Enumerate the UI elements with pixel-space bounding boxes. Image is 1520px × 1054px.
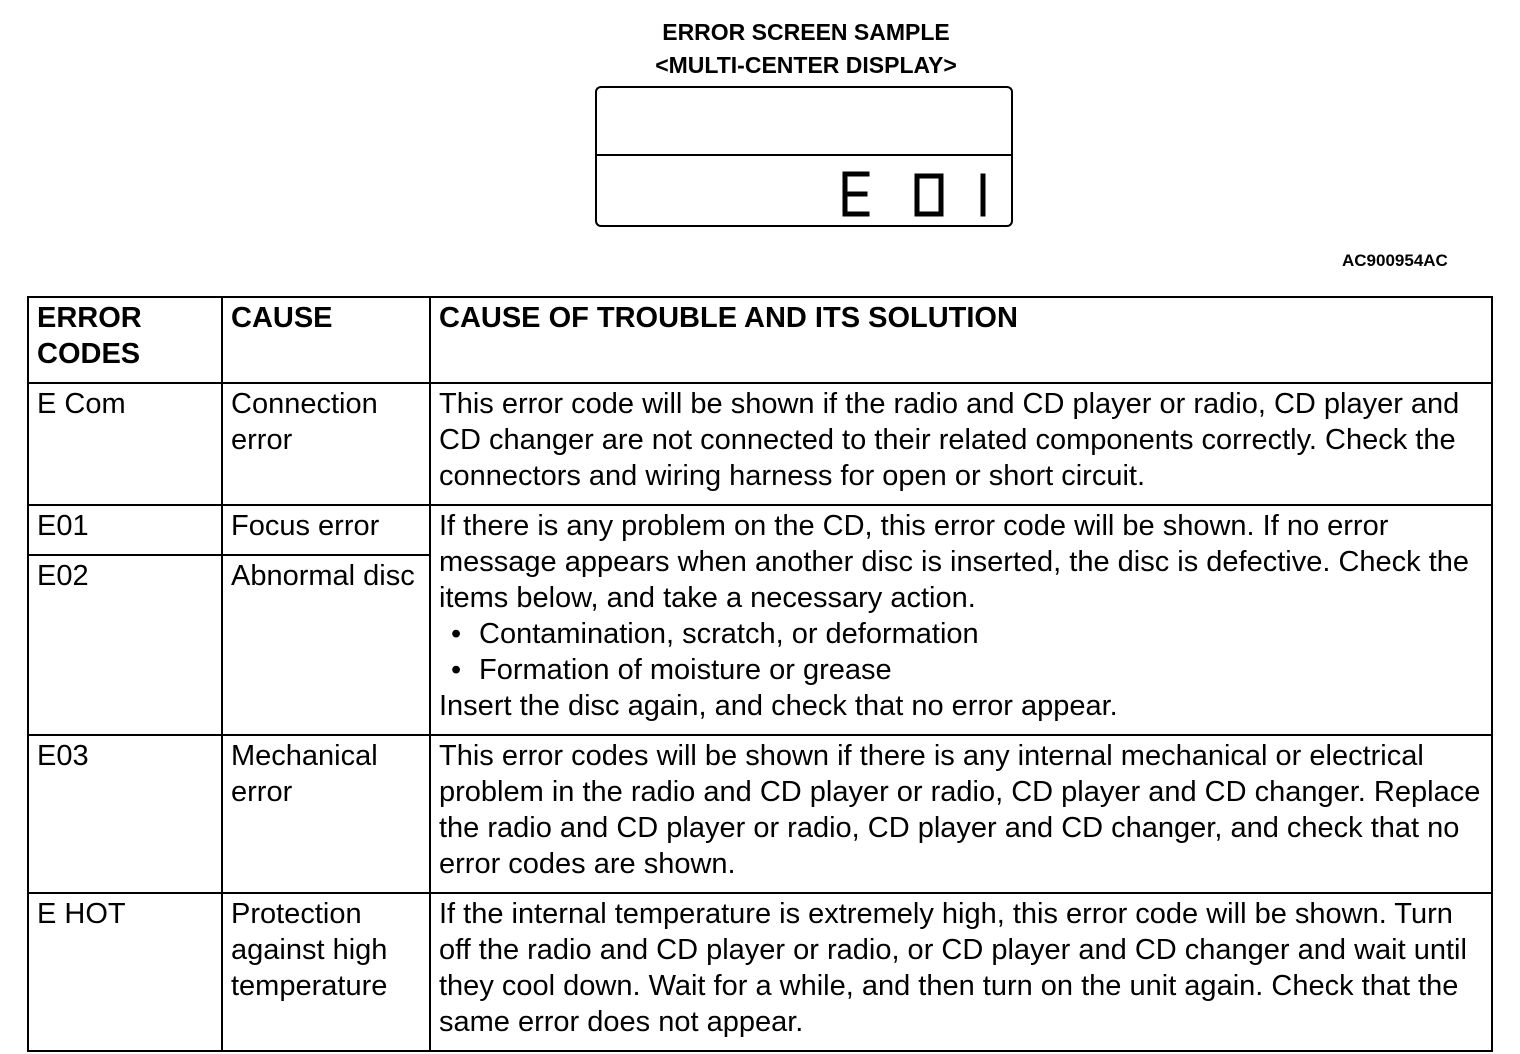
- bullet-icon: •: [451, 654, 462, 686]
- error-codes-table: [27, 296, 1493, 1052]
- error-code-cell: E01: [28, 505, 222, 555]
- figure-title: [655, 16, 957, 82]
- figure-title-line2: <MULTI-CENTER DISPLAY>: [655, 52, 957, 78]
- cause-cell: Protection against high temperature: [222, 893, 430, 1051]
- figure-id: AC900954AC: [1342, 251, 1448, 270]
- table-row: [28, 505, 1492, 555]
- table-row: [28, 893, 1492, 1051]
- bullet-icon: •: [451, 618, 462, 650]
- header-cause: CAUSE: [222, 297, 430, 383]
- error-code-cell: E03: [28, 735, 222, 893]
- list-item: • Contamination, scratch, or deformation: [451, 618, 979, 650]
- list-item: • Formation of moisture or grease: [451, 654, 892, 686]
- cause-cell: Focus error: [222, 505, 430, 555]
- error-code-cell: E Com: [28, 383, 222, 505]
- solution-cell: This error code will be shown if the radio and CD player or radio, CD player and CD changer are not connected to their related components correctly. Check the connectors and wiring harness for open or short circuit.: [430, 383, 1492, 505]
- display-char-0: [917, 176, 941, 214]
- header-solution: CAUSE OF TROUBLE AND ITS SOLUTION: [430, 297, 1492, 383]
- disc-check-list: [439, 616, 1483, 688]
- multi-center-display: [595, 86, 1013, 227]
- disc-solution-intro: If there is any problem on the CD, this error code will be shown. If no error message appears when another disc is inserted, the disc is defective. Check the items below, and take a necessary action.: [439, 510, 1470, 614]
- display-readout: [597, 88, 1015, 229]
- cause-cell: Abnormal disc: [222, 555, 430, 735]
- cause-cell: Connection error: [222, 383, 430, 505]
- display-char-e: [845, 174, 867, 214]
- disc-solution-outro: Insert the disc again, and check that no error appear.: [439, 690, 1118, 722]
- solution-cell-disc: [430, 505, 1492, 735]
- error-code-cell: E HOT: [28, 893, 222, 1051]
- figure-title-line1: ERROR SCREEN SAMPLE: [662, 19, 950, 45]
- error-code-cell: E02: [28, 555, 222, 735]
- table-row: [28, 735, 1492, 893]
- table-row: [28, 383, 1492, 505]
- header-error-codes: ERROR CODES: [28, 297, 222, 383]
- solution-cell: This error codes will be shown if there is any internal mechanical or electrical problem in the radio and CD player or radio, CD player and CD changer. Replace the radio and CD player or radio, CD player and CD changer, and check that no error codes are shown.: [430, 735, 1492, 893]
- cause-cell: Mechanical error: [222, 735, 430, 893]
- table-header-row: [28, 297, 1492, 383]
- solution-cell: If the internal temperature is extremely high, this error code will be shown. Turn off the radio and CD player or radio, or CD player and CD changer and wait until they cool down. Wait for a while, and then turn on the unit again. Check that the same error does not appear.: [430, 893, 1492, 1051]
